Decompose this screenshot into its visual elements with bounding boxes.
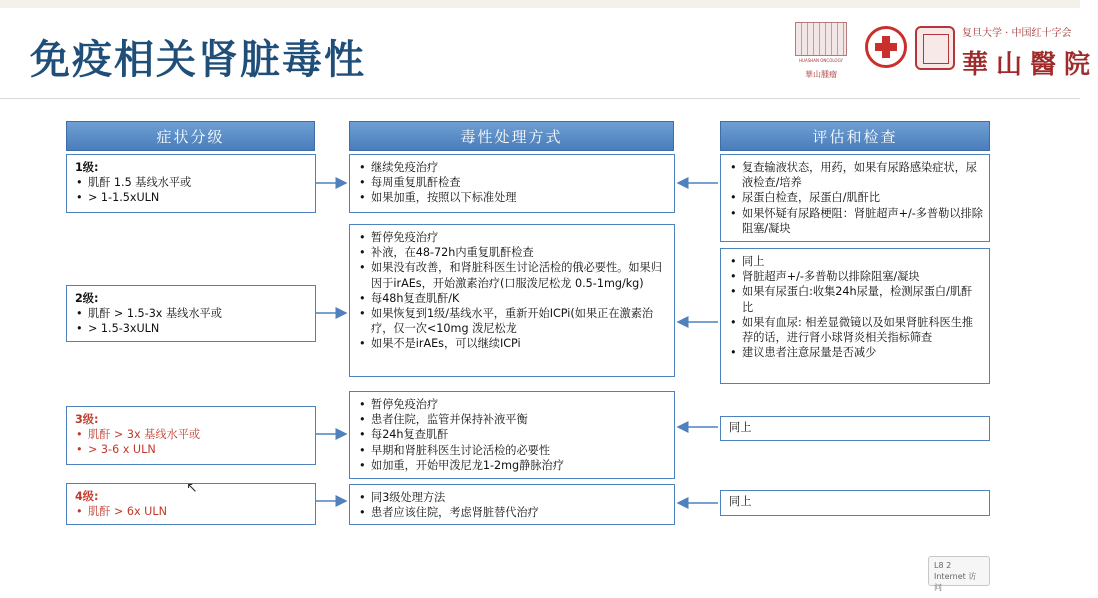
grade-4-item: • 肌酐 > 6x ULN xyxy=(75,504,309,519)
assessment-2-box xyxy=(720,248,990,384)
treatment-1-item: • 如果加重，按照以下标准处理 xyxy=(358,190,668,205)
treatment-1-box xyxy=(349,154,675,213)
grade-1-label: 1级: xyxy=(75,161,99,174)
treatment-2-item: • 补液，在48-72h内重复肌酐检查 xyxy=(358,245,668,260)
assessment-1-item: • 尿蛋白检查，尿蛋白/肌酐比 xyxy=(729,190,983,205)
grade-4-label: 4级: xyxy=(75,490,99,503)
assessment-4-box xyxy=(720,490,990,516)
treatment-2-box xyxy=(349,224,675,377)
treatment-2-item: • 每48h复查肌酐/K xyxy=(358,291,668,306)
treatment-2-item: • 如果没有改善，和肾脏科医生讨论活检的俄必要性。如果归因于irAEs，开始激素治疗(口服泼尼松龙 0.5-1mg/kg) xyxy=(358,260,668,290)
assessment-2-item: • 如果有血尿: 相差显微镜以及如果肾脏科医生推荐的话，进行肾小球肾炎相关指标筛查 xyxy=(729,315,983,345)
slide-tag-subtext: Internet 访问 xyxy=(934,572,977,592)
assessment-1-item: • 复查输液状态，用药，如果有尿路感染症状，尿液检查/培养 xyxy=(729,160,983,190)
oncology-logo-signature: 華山腫瘤 xyxy=(805,70,837,79)
treatment-1-item: • 继续免疫治疗 xyxy=(358,160,668,175)
treatment-3-item: • 暂停免疫治疗 xyxy=(358,397,668,412)
hospital-name: 華山醫院 xyxy=(962,50,1098,80)
header-treatment: 毒性处理方式 xyxy=(349,121,674,151)
grade-3-item: • > 3-6 x ULN xyxy=(75,442,309,457)
university-name: 复旦大学 · 中国红十字会 xyxy=(962,28,1072,39)
treatment-4-item: • 患者应该住院，考虑肾脏替代治疗 xyxy=(358,505,668,520)
slide-number-tag xyxy=(928,556,990,592)
assessment-3-box xyxy=(720,416,990,441)
page-title: 免疫相关肾脏毒性 xyxy=(30,37,366,83)
oncology-logo-text: HUASHAN ONCOLOGY xyxy=(799,58,843,63)
treatment-1-item: • 每周重复肌酐检查 xyxy=(358,175,668,190)
grade-2-box xyxy=(66,285,316,342)
header-assessment: 评估和检查 xyxy=(720,121,990,151)
grade-3-item: • 肌酐 > 3x 基线水平或 xyxy=(75,427,309,442)
assessment-2-item: • 同上 xyxy=(729,254,983,269)
assessment-2-item: • 如果有尿蛋白:收集24h尿量，检测尿蛋白/肌酐比 xyxy=(729,284,983,314)
grade-2-item: • > 1.5-3xULN xyxy=(75,321,309,336)
treatment-2-item: • 如果不是irAEs，可以继续ICPi xyxy=(358,336,668,351)
treatment-3-item: • 患者住院，监管并保持补液平衡 xyxy=(358,412,668,427)
mouse-cursor-icon: ↖ xyxy=(186,480,198,496)
grade-3-box xyxy=(66,406,316,465)
slide-number: L8 2 xyxy=(934,561,952,570)
assessment-3-text: 同上 xyxy=(729,421,752,434)
grade-2-item: • 肌酐 > 1.5-3x 基线水平或 xyxy=(75,306,309,321)
treatment-3-box xyxy=(349,391,675,479)
treatment-3-item: • 如加重，开始甲泼尼龙1-2mg静脉治疗 xyxy=(358,458,668,473)
assessment-1-box xyxy=(720,154,990,242)
treatment-2-item: • 暂停免疫治疗 xyxy=(358,230,668,245)
treatment-4-item: • 同3级处理方法 xyxy=(358,490,668,505)
assessment-2-item: • 肾脏超声+/-多普勒以排除阻塞/凝块 xyxy=(729,269,983,284)
treatment-2-item: • 如果恢复到1级/基线水平，重新开始ICPi(如果正在激素治疗，仅一次<10mg 泼尼松龙 xyxy=(358,306,668,336)
grade-1-item: • > 1-1.5xULN xyxy=(75,190,309,205)
grade-3-label: 3级: xyxy=(75,413,99,426)
header-symptom-grade: 症状分级 xyxy=(66,121,315,151)
grade-2-label: 2级: xyxy=(75,292,99,305)
treatment-3-item: • 每24h复查肌酐 xyxy=(358,427,668,442)
grade-1-box xyxy=(66,154,316,213)
grade-1-item: • 肌酐 1.5 基线水平或 xyxy=(75,175,309,190)
treatment-3-item: • 早期和肾脏科医生讨论活检的必要性 xyxy=(358,443,668,458)
treatment-4-box xyxy=(349,484,675,525)
assessment-2-item: • 建议患者注意尿量是否减少 xyxy=(729,345,983,360)
assessment-1-item: • 如果怀疑有尿路梗阻：肾脏超声+/-多普勒以排除阻塞/凝块 xyxy=(729,206,983,236)
assessment-4-text: 同上 xyxy=(729,495,752,508)
